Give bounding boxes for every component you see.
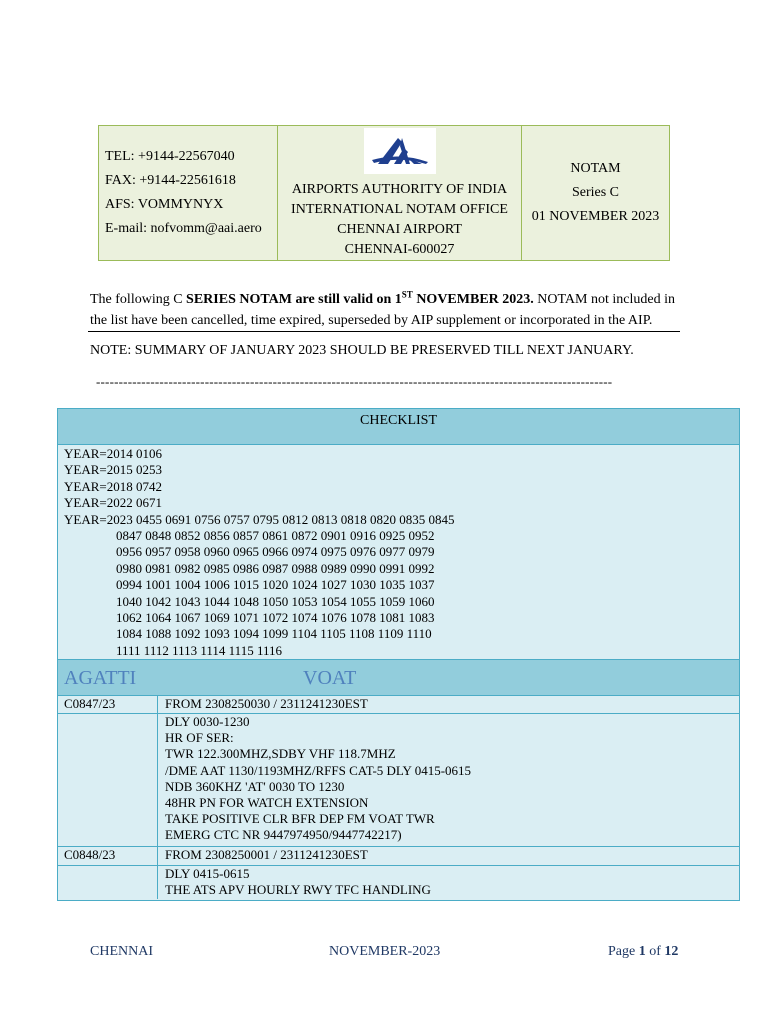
notam-line: DLY 0030-1230 <box>165 714 250 729</box>
notam-validity: FROM 2308250030 / 2311241230EST <box>165 696 368 711</box>
page-total: 12 <box>664 944 679 959</box>
notam-validity: FROM 2308250001 / 2311241230EST <box>165 847 368 862</box>
fax-text: FAX: +9144-22561618 <box>105 173 236 188</box>
notam-line: TAKE POSITIVE CLR BFR DEP FM VOAT TWR <box>165 811 435 827</box>
year-continuation-line: 0847 0848 0852 0856 0857 0861 0872 0901 0916 0925 0952 <box>116 528 435 544</box>
year-line: YEAR=2015 0253 <box>64 462 162 478</box>
notam-id-empty <box>58 866 158 899</box>
afs-text: AFS: VOMMYNYX <box>105 197 224 212</box>
notam-id: C0847/23 <box>58 696 158 713</box>
aai-logo-icon <box>364 128 436 174</box>
intro-paragraph <box>90 289 680 331</box>
footer-left: CHENNAI <box>90 944 153 959</box>
org-cell <box>278 126 522 261</box>
notam-line-2: Series C <box>571 185 620 200</box>
aerodrome-header <box>58 659 739 696</box>
checklist-table <box>57 408 740 901</box>
year-continuation-line: 1111 1112 1113 1114 1115 1116 <box>116 642 282 658</box>
year-line: YEAR=2022 0671 <box>64 495 162 511</box>
intro-text-1: The following C <box>90 292 187 307</box>
notam-body-row <box>58 866 739 899</box>
year-continuation-line: 0994 1001 1004 1006 1015 1020 1024 1027 1030 1035 1037 <box>116 577 435 593</box>
notam-body <box>158 714 739 846</box>
aerodrome-code: VOAT <box>303 667 357 689</box>
notam-body <box>158 866 739 899</box>
year-list <box>58 445 739 659</box>
org-line-3: CHENNAI AIRPORT <box>337 222 462 237</box>
horizontal-rule <box>88 331 680 332</box>
email-text: E-mail: nofvomm@aai.aero <box>105 221 262 236</box>
notam-cell <box>522 126 670 261</box>
footer-center: NOVEMBER-2023 <box>329 944 441 959</box>
of-word: of <box>645 944 665 959</box>
notam-id-empty <box>58 714 158 846</box>
footer-page-number <box>608 944 678 960</box>
year-continuation-line: 0980 0981 0982 0985 0986 0987 0988 0989 0990 0991 0992 <box>116 560 435 576</box>
year-line: YEAR=2014 0106 <box>64 446 162 461</box>
notam-line: TWR 122.300MHZ,SDBY VHF 118.7MHZ <box>165 746 396 762</box>
notam-row <box>58 696 739 714</box>
intro-bold-1: SERIES NOTAM are still valid on 1 <box>186 292 402 307</box>
year-continuation-line: 0956 0957 0958 0960 0965 0966 0974 0975 0976 0977 0979 <box>116 544 435 560</box>
notam-line: THE ATS APV HOURLY RWY TFC HANDLING <box>165 882 431 898</box>
org-line-4: CHENNAI-600027 <box>344 242 455 257</box>
dash-separator: ------------------------------------------------------------------------------------------------------------------ <box>96 374 613 389</box>
intro-bold-2: NOVEMBER 2023. <box>412 292 534 307</box>
notam-line: EMERG CTC NR 9447974950/9447742217) <box>165 827 402 843</box>
org-line-2: INTERNATIONAL NOTAM OFFICE <box>291 202 508 217</box>
notam-body-row <box>58 714 739 847</box>
intro-superscript: ST <box>401 289 413 300</box>
tel-text: TEL: +9144-22567040 <box>105 149 235 164</box>
notam-line: HR OF SER: <box>165 730 234 746</box>
intro-text-2: NOTAM not included in the list have been cancelled, time expired, superseded by AIP supplement or incorporated in the AIP. <box>90 292 675 328</box>
year-line: YEAR=2018 0742 <box>64 478 162 494</box>
notam-line: 48HR PN FOR WATCH EXTENSION <box>165 795 369 811</box>
note-text: NOTE: SUMMARY OF JANUARY 2023 SHOULD BE PRESERVED TILL NEXT JANUARY. <box>90 343 634 358</box>
header-table <box>98 125 670 261</box>
notam-line: DLY 0415-0615 <box>165 866 250 881</box>
year-continuation-line: 1062 1064 1067 1069 1071 1072 1074 1076 1078 1081 1083 <box>116 610 435 626</box>
contact-cell <box>99 126 278 261</box>
notam-line: NDB 360KHZ 'AT' 0030 TO 1230 <box>165 778 345 794</box>
org-line-1: AIRPORTS AUTHORITY OF INDIA <box>291 182 508 197</box>
notam-line-3: 01 NOVEMBER 2023 <box>531 209 660 224</box>
page-word: Page <box>608 944 639 959</box>
checklist-title: CHECKLIST <box>58 409 739 445</box>
year-continuation-line: 1084 1088 1092 1093 1094 1099 1104 1105 1108 1109 1110 <box>116 626 432 642</box>
page-num: 1 <box>638 944 646 959</box>
notam-line-1: NOTAM <box>570 161 621 176</box>
notam-line: /DME AAT 1130/1193MHZ/RFFS CAT-5 DLY 0415-0615 <box>165 762 472 778</box>
notam-row <box>58 847 739 866</box>
year-line: YEAR=2023 0455 0691 0756 0757 0795 0812 0813 0818 0820 0835 0845 <box>64 511 455 527</box>
aerodrome-name: AGATTI <box>64 667 137 689</box>
notam-id: C0848/23 <box>58 847 158 865</box>
year-continuation-line: 1040 1042 1043 1044 1048 1050 1053 1054 1055 1059 1060 <box>116 593 435 609</box>
